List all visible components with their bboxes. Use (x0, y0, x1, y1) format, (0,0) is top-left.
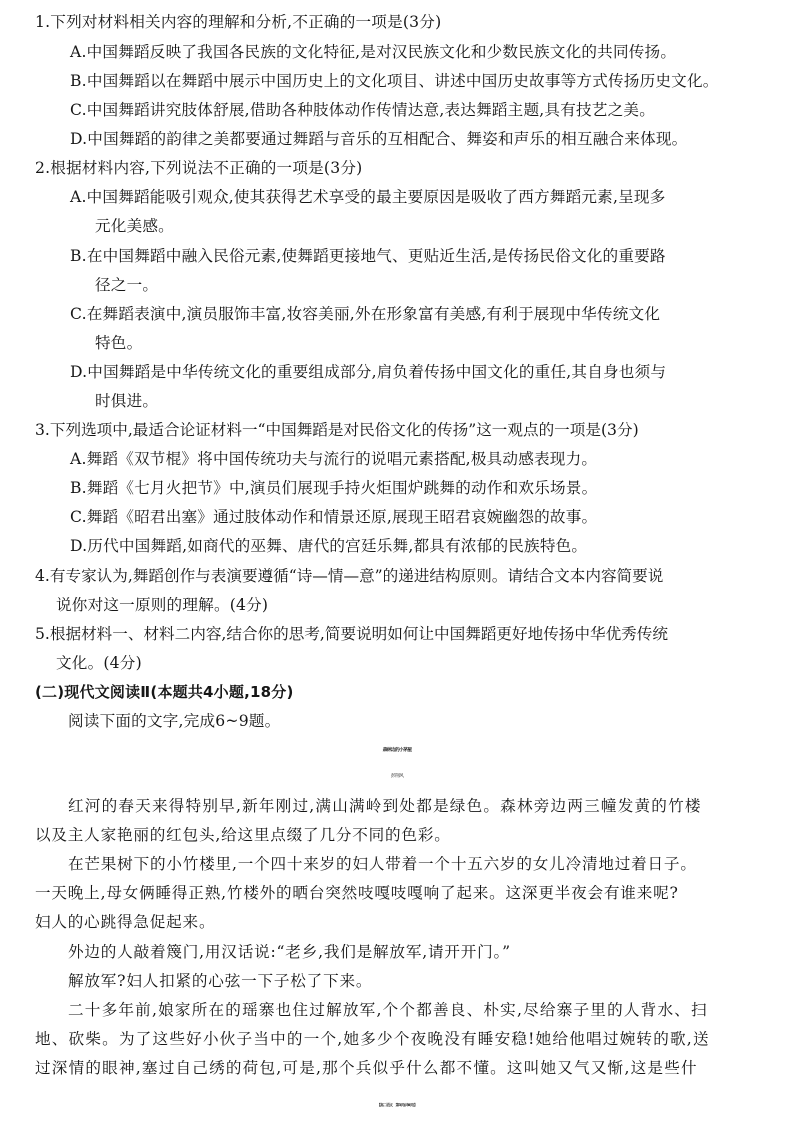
question-4-line2: 说你对这一原则的理解。(4分) (56, 596, 269, 614)
question-2-option-a-line1: A.中国舞蹈能吸引观众,使其获得艺术享受的最主要原因是吸收了西方舞蹈元素,呈现多 (70, 188, 666, 206)
question-3-stem: 3.下列选项中,最适合论证材料一“中国舞蹈是对民俗文化的传扬”这一观点的一项是(3分) (35, 421, 639, 439)
section-heading: (二)现代文阅读Ⅱ(本题共4小题,18分) (35, 683, 294, 701)
story-line: 过深情的眼神,塞过自己绣的荷包,可是,那个兵似乎什么都不懂。这叫她又气又惭,这是些什 (35, 1059, 698, 1077)
question-1-option-c: C.中国舞蹈讲究肢体舒展,借助各种肢体动作传情达意,表达舞蹈主题,具有技艺之美。 (70, 101, 655, 119)
question-1-stem: 1.下列对材料相关内容的理解和分析,不正确的一项是(3分) (35, 13, 442, 31)
story-line: 二十多年前,娘家所在的瑶寨也住过解放军,个个都善良、朴实,尽给寨子里的人背水、扫 (68, 1001, 708, 1019)
question-3-option-d: D.历代中国舞蹈,如商代的巫舞、唐代的宫廷乐舞,都具有浓郁的民族特色。 (70, 537, 588, 555)
story-line: 红河的春天来得特别早,新年刚过,满山满岭到处都是绿色。森林旁边两三幢发黄的竹楼 (68, 797, 702, 815)
question-3-option-b: B.舞蹈《七月火把节》中,演员们展现手持火炬围炉跳舞的动作和欢乐场景。 (70, 479, 598, 497)
question-1-option-a: A.中国舞蹈反映了我国各民族的文化特征,是对汉民族文化和少数民族文化的共同传扬。 (70, 43, 677, 61)
question-2-option-d-line1: D.中国舞蹈是中华传统文化的重要组成部分,肩负着传扬中国文化的重任,其自身也须与 (70, 363, 667, 381)
story-line: 一天晚上,母女俩睡得正熟,竹楼外的晒台突然吱嘎吱嘎响了起来。这深更半夜会有谁来呢? (35, 884, 679, 902)
question-2-option-b-line1: B.在中国舞蹈中融入民俗元素,使舞蹈更接地气、更贴近生活,是传扬民俗文化的重要路 (70, 247, 666, 265)
question-2-stem: 2.根据材料内容,下列说法不正确的一项是(3分) (35, 159, 363, 177)
question-5-line2: 文化。(4分) (56, 654, 142, 672)
section-instruction: 阅读下面的文字,完成6~9题。 (68, 712, 281, 730)
question-3-option-c: C.舞蹈《昭君出塞》通过肢体动作和情景还原,展现王昭君哀婉幽怨的故事。 (70, 508, 598, 526)
question-5-line1: 5.根据材料一、材料二内容,结合你的思考,简要说明如何让中国舞蹈更好地传扬中华优秀传统 (35, 625, 668, 643)
question-1-option-d: D.中国舞蹈的韵律之美都要通过舞蹈与音乐的互相配合、舞姿和声乐的相互融合来体现。 (70, 130, 688, 148)
story-line: 地、砍柴。为了这些好小伙子当中的一个,她多少个夜晚没有睡安稳!她给他唱过婉转的歌,送 (35, 1030, 710, 1048)
story-title: 森林边的小茅屋 (382, 748, 412, 753)
story-line: 以及主人家艳丽的红包头,给这里点缀了几分不同的色彩。 (35, 826, 451, 844)
question-3-option-a: A.舞蹈《双节棍》将中国传统功夫与流行的说唱元素搭配,极具动感表现力。 (70, 450, 598, 468)
story-line: 解放军?妇人扣紧的心弦一下子松了下来。 (68, 972, 373, 990)
story-author: 彭荆风 (390, 774, 404, 779)
story-line: 妇人的心跳得急促起来。 (35, 913, 216, 931)
question-1-option-b: B.中国舞蹈以在舞蹈中展示中国历史上的文化项目、讲述中国历史故事等方式传扬历史文化。 (70, 72, 719, 90)
question-2-option-c-line1: C.在舞蹈表演中,演员服饰丰富,妆容美丽,外在形象富有美感,有利于展现中华传统文化 (70, 305, 661, 323)
question-4-line1: 4.有专家认为,舞蹈创作与表演要遵循“诗—情—意”的递进结构原则。请结合文本内容简要说 (35, 567, 664, 585)
question-2-option-c-line2: 特色。 (95, 334, 143, 352)
page-footer: 【高二语文 第3页(共8页)】 (376, 1103, 418, 1107)
question-2-option-d-line2: 时俱进。 (95, 392, 159, 410)
question-2-option-a-line2: 元化美感。 (95, 217, 174, 235)
story-line: 外边的人敲着篾门,用汉话说:“老乡,我们是解放军,请开开门。” (68, 943, 511, 961)
question-2-option-b-line2: 径之一。 (95, 276, 159, 294)
story-line: 在芒果树下的小竹楼里,一个四十来岁的妇人带着一个十五六岁的女儿冷清地过着日子。 (68, 855, 697, 873)
